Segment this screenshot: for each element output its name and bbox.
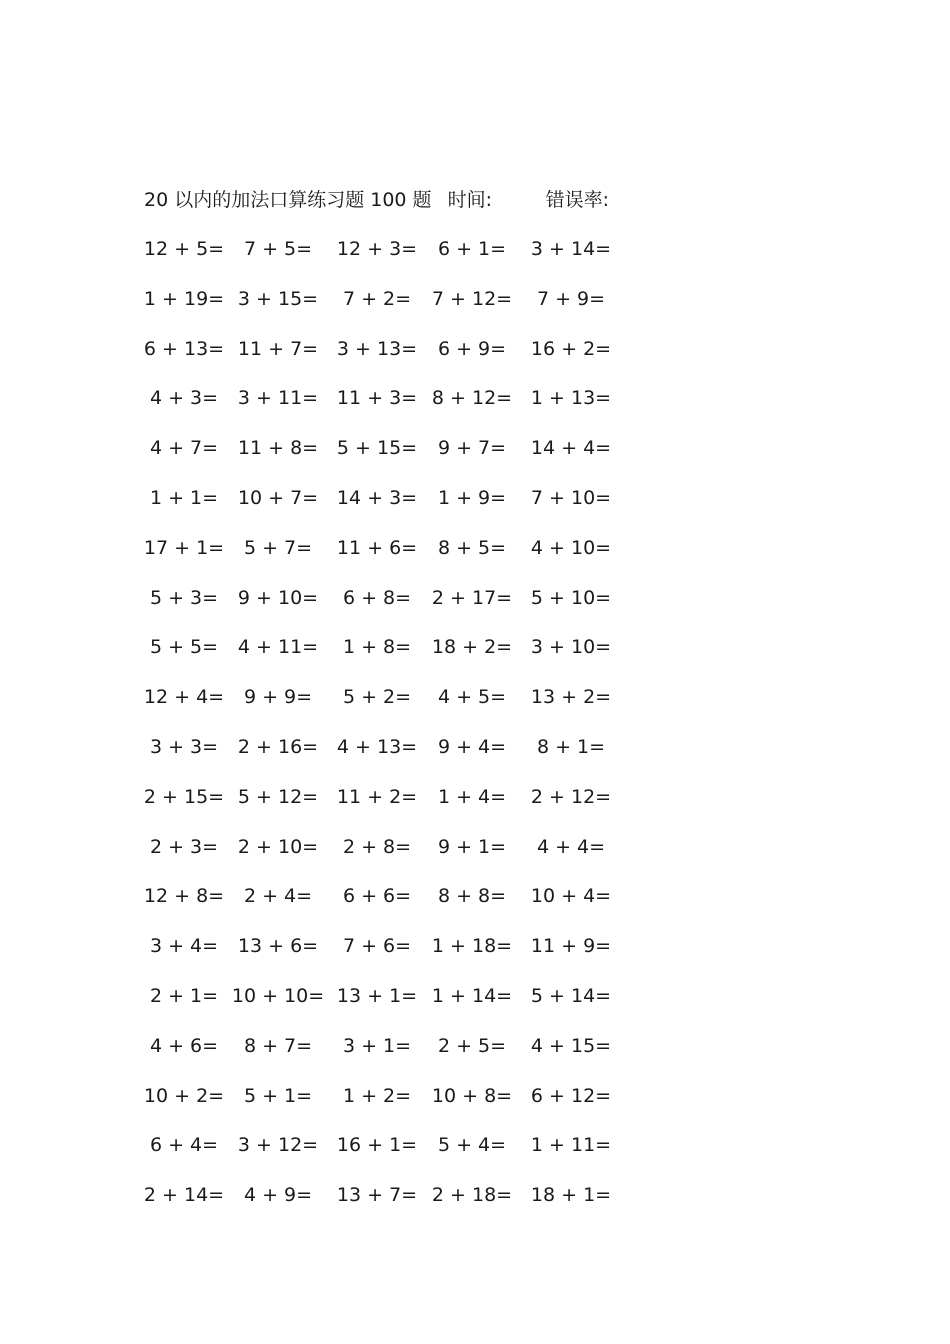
problem-item: 1 + 2= (342, 1084, 412, 1107)
problem-item: 6 + 13= (143, 337, 225, 360)
problem-item: 2 + 15= (143, 785, 225, 808)
problem-item: 5 + 12= (237, 785, 319, 808)
problem-item: 5 + 3= (149, 586, 219, 609)
problem-item: 9 + 9= (243, 686, 313, 709)
problem-item: 18 + 1= (530, 1184, 612, 1207)
problem-item: 1 + 19= (143, 287, 225, 310)
problem-item: 10 + 10= (231, 985, 325, 1007)
problem-item: 16 + 1= (336, 1134, 418, 1157)
problem-item: 13 + 6= (237, 935, 319, 958)
problem-item: 9 + 10= (237, 586, 319, 609)
problem-item: 14 + 4= (530, 437, 612, 460)
problem-item: 9 + 1= (437, 835, 507, 858)
problem-item: 11 + 7= (237, 337, 319, 360)
problem-item: 7 + 12= (431, 287, 513, 310)
problem-item: 1 + 14= (431, 985, 513, 1007)
problem-item: 1 + 11= (530, 1134, 612, 1157)
problem-item: 10 + 4= (530, 885, 612, 908)
problem-item: 4 + 9= (243, 1184, 313, 1207)
problem-item: 4 + 15= (530, 1034, 612, 1057)
problem-item: 4 + 10= (530, 536, 612, 559)
problem-item: 4 + 7= (149, 437, 219, 460)
problem-item: 3 + 10= (530, 636, 612, 659)
problem-item: 12 + 4= (143, 686, 225, 709)
problem-item: 12 + 3= (336, 238, 418, 260)
problem-item: 10 + 8= (431, 1084, 513, 1107)
problem-item: 4 + 3= (149, 387, 219, 410)
problem-item: 5 + 1= (243, 1084, 313, 1107)
problem-item: 3 + 11= (237, 387, 319, 410)
problem-item: 7 + 2= (342, 287, 412, 310)
problem-item: 2 + 14= (143, 1184, 225, 1207)
problem-item: 3 + 1= (342, 1034, 412, 1057)
problem-item: 2 + 10= (237, 835, 319, 858)
problem-item: 1 + 8= (342, 636, 412, 659)
worksheet-header (144, 186, 609, 214)
problem-item: 5 + 2= (342, 686, 412, 709)
problem-item: 2 + 12= (530, 785, 612, 808)
problem-item: 3 + 4= (149, 935, 219, 958)
problem-item: 3 + 12= (237, 1134, 319, 1157)
problem-item: 17 + 1= (143, 536, 225, 559)
problem-item: 2 + 17= (431, 586, 513, 609)
problem-item: 9 + 4= (437, 736, 507, 758)
problem-item: 11 + 2= (336, 785, 418, 808)
problem-item: 6 + 6= (342, 885, 412, 908)
problem-item: 5 + 10= (530, 586, 612, 609)
problem-item: 3 + 15= (237, 287, 319, 310)
problem-item: 3 + 13= (336, 337, 418, 360)
problem-item: 4 + 11= (237, 636, 319, 659)
problem-item: 2 + 16= (237, 736, 319, 758)
problem-item: 6 + 9= (437, 337, 507, 360)
problem-item: 2 + 18= (431, 1184, 513, 1207)
problem-item: 6 + 4= (149, 1134, 219, 1157)
problem-item: 5 + 14= (530, 985, 612, 1007)
problem-item: 6 + 1= (437, 238, 507, 260)
problem-item: 13 + 1= (336, 985, 418, 1007)
problem-item: 11 + 8= (237, 437, 319, 460)
problem-item: 10 + 7= (237, 487, 319, 509)
problem-item: 12 + 8= (143, 885, 225, 908)
problem-item: 8 + 5= (437, 536, 507, 559)
problem-item: 4 + 4= (536, 835, 606, 858)
problem-item: 8 + 1= (536, 736, 606, 758)
problem-item: 2 + 8= (342, 835, 412, 858)
problem-item: 2 + 4= (243, 885, 313, 908)
problem-item: 14 + 3= (336, 487, 418, 509)
problem-item: 4 + 6= (149, 1034, 219, 1057)
problem-item: 2 + 5= (437, 1034, 507, 1057)
problem-item: 11 + 6= (336, 536, 418, 559)
problem-item: 12 + 5= (143, 238, 225, 260)
problem-item: 5 + 7= (243, 536, 313, 559)
problem-item: 7 + 5= (243, 238, 313, 260)
problem-item: 1 + 18= (431, 935, 513, 958)
error-rate-label: 错误率: (545, 189, 610, 211)
problem-item: 7 + 10= (530, 487, 612, 509)
worksheet-title: 20 以内的加法口算练习题 100 题 (144, 189, 432, 211)
problem-item: 5 + 5= (149, 636, 219, 659)
problem-item: 8 + 7= (243, 1034, 313, 1057)
problem-item: 2 + 3= (149, 835, 219, 858)
problem-item: 18 + 2= (431, 636, 513, 659)
problem-item: 13 + 2= (530, 686, 612, 709)
problem-item: 3 + 14= (530, 238, 612, 260)
problem-item: 16 + 2= (530, 337, 612, 360)
problem-item: 6 + 12= (530, 1084, 612, 1107)
problem-item: 11 + 9= (530, 935, 612, 958)
problem-item: 4 + 5= (437, 686, 507, 709)
problem-item: 7 + 9= (536, 287, 606, 310)
problem-item: 1 + 4= (437, 785, 507, 808)
problem-item: 2 + 1= (149, 985, 219, 1007)
problem-item: 6 + 8= (342, 586, 412, 609)
problem-item: 5 + 4= (437, 1134, 507, 1157)
problem-item: 1 + 13= (530, 387, 612, 410)
problem-item: 5 + 15= (336, 437, 418, 460)
problem-item: 3 + 3= (149, 736, 219, 758)
problem-item: 1 + 1= (149, 487, 219, 509)
problem-item: 8 + 12= (431, 387, 513, 410)
problem-item: 7 + 6= (342, 935, 412, 958)
problem-item: 4 + 13= (336, 736, 418, 758)
problem-item: 10 + 2= (143, 1084, 225, 1107)
problem-item: 8 + 8= (437, 885, 507, 908)
problem-item: 11 + 3= (336, 387, 418, 410)
problem-item: 9 + 7= (437, 437, 507, 460)
time-label: 时间: (447, 189, 493, 211)
problem-item: 1 + 9= (437, 487, 507, 509)
problem-item: 13 + 7= (336, 1184, 418, 1207)
